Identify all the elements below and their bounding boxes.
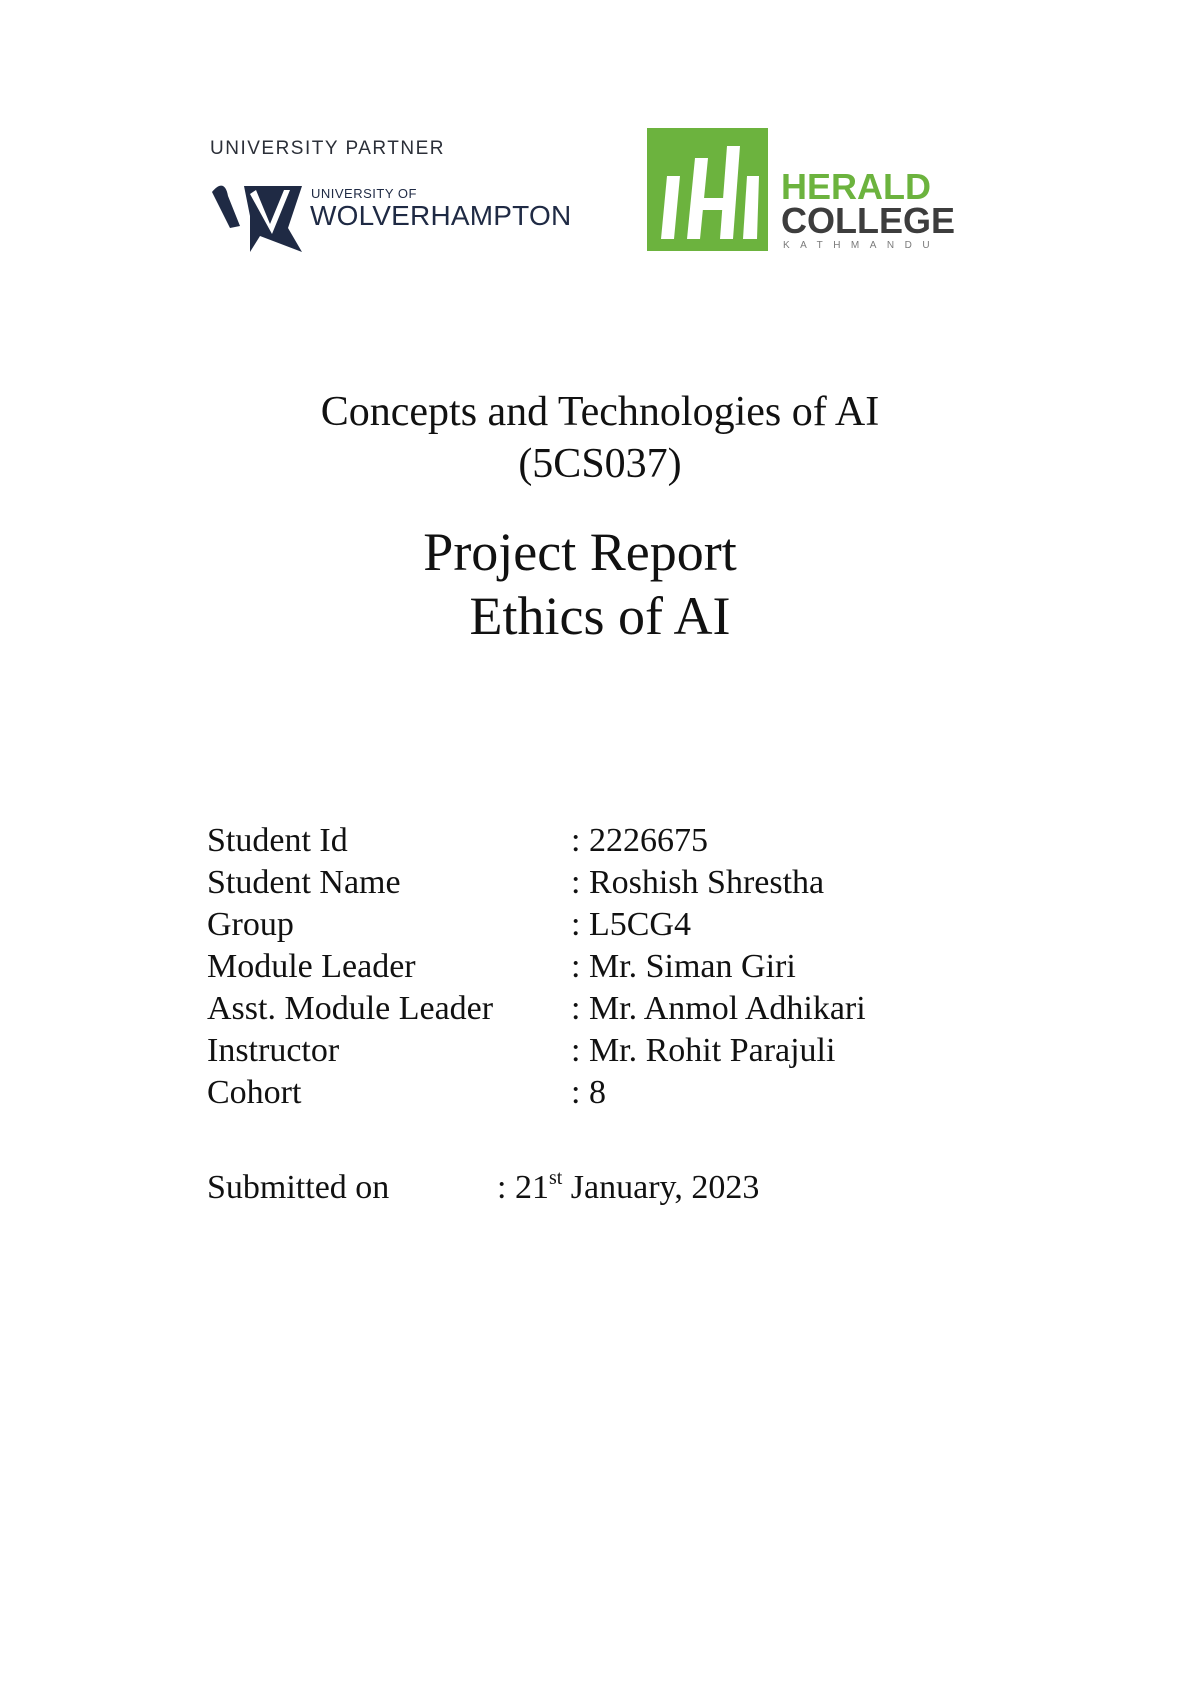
detail-label: Asst. Module Leader [207,990,494,1027]
college-wordmark: COLLEGE [781,200,956,241]
submission-date [497,1167,759,1209]
detail-value: : Mr. Anmol Adhikari [571,990,866,1027]
detail-row-asst-module-leader [207,988,1007,1030]
detail-label: Cohort [207,1074,302,1111]
detail-row-cohort [207,1072,1007,1114]
detail-label: Student Id [207,822,348,859]
detail-value: : 8 [571,1074,606,1111]
detail-value: : Mr. Siman Giri [571,948,796,985]
detail-value: : Roshish Shrestha [571,864,825,901]
wolverhampton-wordmark: WOLVERHAMPTON [310,200,572,231]
herald-emblem-icon [647,128,768,251]
wolverhampton-emblem-icon [210,176,302,252]
herald-wordmark: HERALD [781,166,931,207]
detail-label: Instructor [207,1032,340,1069]
detail-value: : 2226675 [571,822,708,859]
kathmandu-label: KATHMANDU [783,240,941,251]
submission-date-row [207,1167,1007,1209]
detail-label: Group [207,906,294,943]
submitted-on-label: Submitted on [207,1169,390,1206]
detail-row-student-id [207,820,1007,862]
course-code: (5CS037) [518,441,682,487]
university-partner-label: UNIVERSITY PARTNER [210,138,445,159]
student-details-table [207,820,1007,1114]
detail-row-group [207,904,1007,946]
detail-row-instructor [207,1030,1007,1072]
submission-date-prefix: : 21 [497,1169,549,1206]
detail-value: : L5CG4 [571,906,691,943]
course-title: Concepts and Technologies of AI [320,389,880,435]
detail-row-module-leader [207,946,1007,988]
detail-value: : Mr. Rohit Parajuli [571,1032,836,1069]
detail-row-student-name [207,862,1007,904]
submission-date-rest: January, 2023 [562,1169,760,1206]
report-title: Project Report [423,522,737,582]
report-subtitle: Ethics of AI [469,586,731,646]
university-of-label: UNIVERSITY OF [311,186,417,201]
detail-label: Module Leader [207,948,416,985]
detail-label: Student Name [207,864,401,901]
wolverhampton-logo [210,138,570,258]
herald-college-logo [647,128,956,253]
ordinal-suffix: st [548,1167,563,1189]
